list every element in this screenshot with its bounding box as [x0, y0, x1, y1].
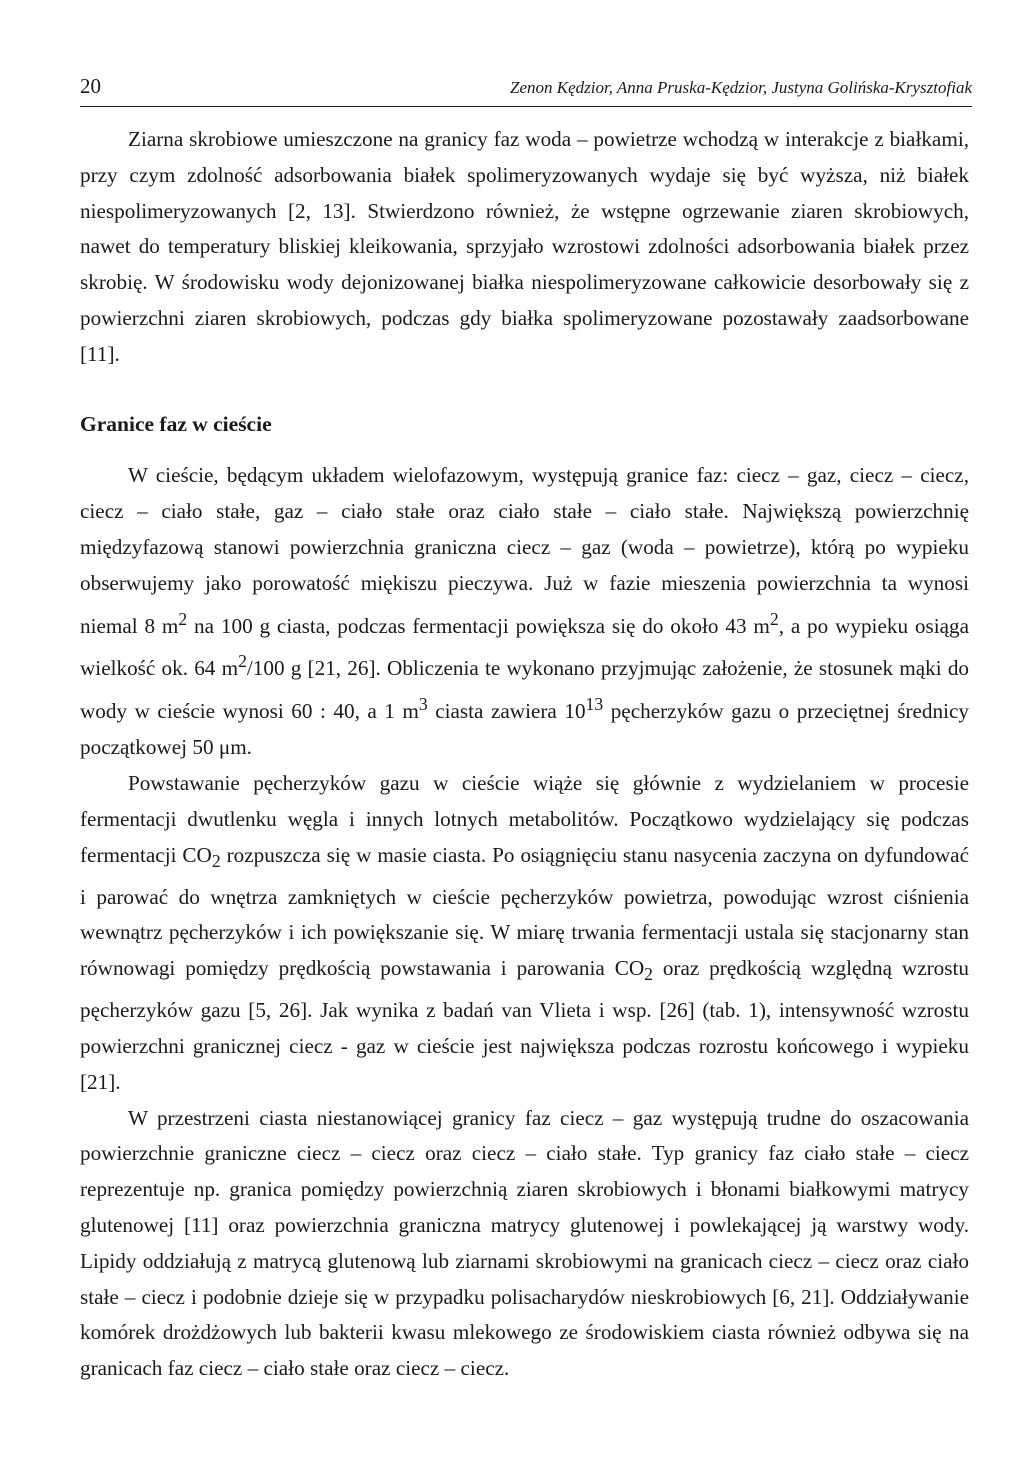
p1-sup-2: 2 — [769, 608, 779, 629]
p1-sup-5: 13 — [585, 694, 604, 715]
page-header — [80, 72, 972, 107]
section-paragraph-2 — [80, 766, 969, 1101]
p1-sup-1: 2 — [178, 608, 188, 629]
p1-text-a: W cieście, będącym układem wielofazowym, występują granice faz: ciecz – gaz, ciecz – ciecz, ciecz – ciało stałe, gaz – ciało stałe oraz ciało stałe – ciało stałe. Największą powierzchnię międzyfazową stanowi powierzchnia graniczna ciecz – gaz (woda – powietrze), którą po wypieku obserwujemy jako porowatość miękiszu pieczywa. Już w fazie mieszenia powierzchnia ta wynosi niemal 8 m — [80, 463, 969, 638]
article-body — [80, 122, 969, 1387]
intro-paragraph: Ziarna skrobiowe umieszczone na granicy faz woda – powietrze wchodzą w interakcje z białkami, przy czym zdolność adsorbowania białek spolimeryzowanych wydaje się być wyższa, niż białek niespolimeryzowanych [2, 13]. Stwierdzono również, że wstępne ogrzewanie ziaren skrobiowych, nawet do temperatury bliskiej kleikowania, sprzyjało wzrostowi zdolności adsorbowania białek przez skrobię. W środowisku wody dejonizowanej białka niespolimeryzowane całkowicie desorbowały się z powierzchni ziaren skrobiowych, podczas gdy białka spolimeryzowane pozostawały zaadsorbowane [11]. — [80, 127, 969, 366]
p2-text-b: rozpuszcza się w masie ciasta. Po osiągnięciu stanu nasycenia zaczyna on dyfundować i parować do wnętrza zamkniętych w cieście pęcherzyków powietrza, powodując wzrost ciśnienia wewnątrz pęcherzyków i ich powiększanie się. W miarę trwania fermentacji ustala się stacjonarny stan równowagi pomiędzy prędkością powstawania i parowania CO — [80, 842, 969, 981]
p1-text-e: ciasta zawiera 10 — [427, 699, 586, 724]
page-number: 20 — [80, 74, 101, 98]
section-heading: Granice faz w cieście — [80, 411, 272, 436]
running-head-authors: Zenon Kędzior, Anna Pruska-Kędzior, Justyna Golińska-Krysztofiak — [510, 78, 972, 97]
p1-sup-4: 3 — [418, 694, 428, 715]
p1-text-d: /100 g [21, 26]. Obliczenia te wykonano przyjmując założenie, że stosunek mąki do wody w cieście wynosi 60 : 40, a 1 m — [80, 656, 970, 724]
section-paragraph-1 — [80, 458, 969, 766]
p2-text-c: oraz prędkością względną wzrostu pęcherzyków gazu [5, 26]. Jak wynika z badań van Vlieta i wsp. [26] (tab. 1), intensywność wzrostu powierzchni granicznej ciecz - gaz w cieście jest największa podczas rozrostu końcowego i wypieku [21]. — [80, 956, 969, 1094]
p2-sub-1: 2 — [211, 850, 221, 871]
p2-text-a: Powstawanie pęcherzyków gazu w cieście wiąże się głównie z wydzielaniem w procesie fermentacji dwutlenku węgla i innych lotnych metabolitów. Początkowo wydzielający się podczas fermentacji CO — [80, 770, 969, 867]
p1-text-b: na 100 g ciasta, podczas fermentacji powiększa się do około 43 m — [187, 613, 770, 638]
p2-sub-2: 2 — [644, 964, 653, 985]
section-paragraph-3: W przestrzeni ciasta niestanowiącej granicy faz ciecz – gaz występują trudne do oszacowania powierzchnie graniczne ciecz – ciecz oraz ciecz – ciało stałe. Typ granicy faz ciało stałe – ciecz reprezentuje np. granica pomiędzy powierzchnią ziaren skrobiowych i błonami białkowymi matrycy glutenowej [11] oraz powierzchnia graniczna matrycy glutenowej i powlekającej ją warstwy wody. Lipidy oddziałują z matrycą glutenową lub ziarnami skrobiowymi na granicach ciecz – ciecz oraz ciało stałe – ciecz i podobnie dzieje się w przypadku polisacharydów nieskrobiowych [6, 21]. Oddziaływanie komórek drożdżowych lub bakterii kwasu mlekowego ze środowiskiem ciasta również odbywa się na granicach faz ciecz – ciało stałe oraz ciecz – ciecz. — [80, 1105, 969, 1381]
p1-sup-3: 2 — [238, 651, 247, 672]
p1-text-c: , a po wypieku osiąga wielkość ok. 64 m — [80, 613, 969, 681]
p1-text-f: pęcherzyków gazu o przeciętnej średnicy początkowej 50 μm. — [80, 699, 969, 760]
